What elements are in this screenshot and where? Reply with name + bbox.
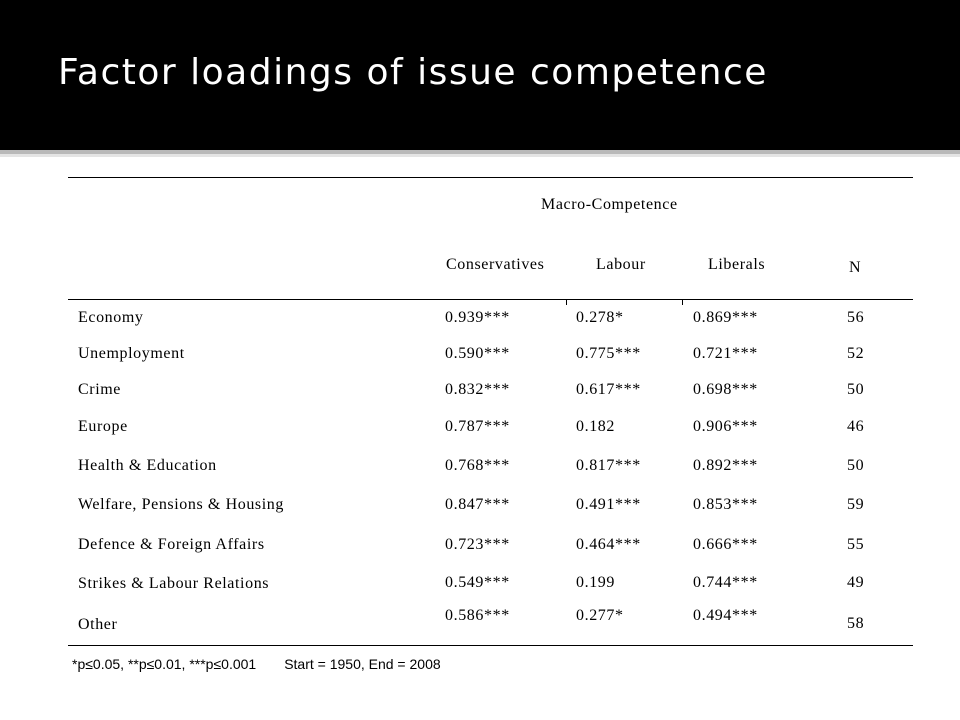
row-label: Crime <box>78 381 121 398</box>
row-label: Economy <box>78 309 144 326</box>
cell-n: 46 <box>847 418 865 435</box>
cell-liberals: 0.853*** <box>693 496 758 513</box>
column-divider <box>566 299 567 305</box>
cell-labour: 0.277* <box>576 607 624 624</box>
cell-liberals: 0.744*** <box>693 574 758 591</box>
cell-n: 49 <box>847 574 865 591</box>
title-underline-light <box>0 154 960 157</box>
table-top-rule <box>68 177 913 178</box>
cell-liberals: 0.906*** <box>693 418 758 435</box>
cell-liberals: 0.892*** <box>693 457 758 474</box>
row-label: Strikes & Labour Relations <box>78 575 270 592</box>
cell-liberals: 0.666*** <box>693 536 758 553</box>
cell-labour: 0.182 <box>576 418 615 435</box>
row-label: Other <box>78 616 118 633</box>
group-header: Macro-Competence <box>541 196 678 213</box>
cell-n: 50 <box>847 457 865 474</box>
cell-conservatives: 0.768*** <box>445 457 510 474</box>
cell-conservatives: 0.847*** <box>445 496 510 513</box>
row-label: Europe <box>78 418 128 435</box>
row-label: Health & Education <box>78 457 217 474</box>
table-bottom-rule <box>68 645 913 646</box>
cell-labour: 0.278* <box>576 309 624 326</box>
cell-labour: 0.817*** <box>576 457 641 474</box>
cell-n: 52 <box>847 345 865 362</box>
cell-labour: 0.464*** <box>576 536 641 553</box>
table-footnote <box>72 656 441 672</box>
cell-n: 58 <box>847 615 865 632</box>
cell-liberals: 0.698*** <box>693 381 758 398</box>
cell-n: 55 <box>847 536 865 553</box>
column-divider <box>682 299 683 305</box>
cell-conservatives: 0.586*** <box>445 607 510 624</box>
cell-labour: 0.491*** <box>576 496 641 513</box>
cell-conservatives: 0.723*** <box>445 536 510 553</box>
cell-labour: 0.617*** <box>576 381 641 398</box>
cell-conservatives: 0.787*** <box>445 418 510 435</box>
cell-conservatives: 0.549*** <box>445 574 510 591</box>
column-header-conservatives: Conservatives <box>446 256 545 273</box>
column-header-liberals: Liberals <box>708 256 766 273</box>
cell-liberals: 0.721*** <box>693 345 758 362</box>
cell-liberals: 0.494*** <box>693 607 758 624</box>
column-header-labour: Labour <box>596 256 646 273</box>
cell-n: 59 <box>847 496 865 513</box>
significance-note: *p≤0.05, **p≤0.01, ***p≤0.001 <box>72 656 257 672</box>
cell-conservatives: 0.939*** <box>445 309 510 326</box>
row-label: Welfare, Pensions & Housing <box>78 496 284 513</box>
cell-n: 56 <box>847 309 865 326</box>
period-note: Start = 1950, End = 2008 <box>284 656 441 672</box>
cell-liberals: 0.869*** <box>693 309 758 326</box>
title-bar <box>0 0 960 150</box>
cell-labour: 0.199 <box>576 574 615 591</box>
cell-n: 50 <box>847 381 865 398</box>
slide-title: Factor loadings of issue competence <box>58 52 768 93</box>
column-header-n: N <box>849 259 862 276</box>
table-header-rule <box>68 299 913 300</box>
cell-conservatives: 0.832*** <box>445 381 510 398</box>
cell-labour: 0.775*** <box>576 345 641 362</box>
row-label: Unemployment <box>78 345 185 362</box>
row-label: Defence & Foreign Affairs <box>78 536 265 553</box>
cell-conservatives: 0.590*** <box>445 345 510 362</box>
